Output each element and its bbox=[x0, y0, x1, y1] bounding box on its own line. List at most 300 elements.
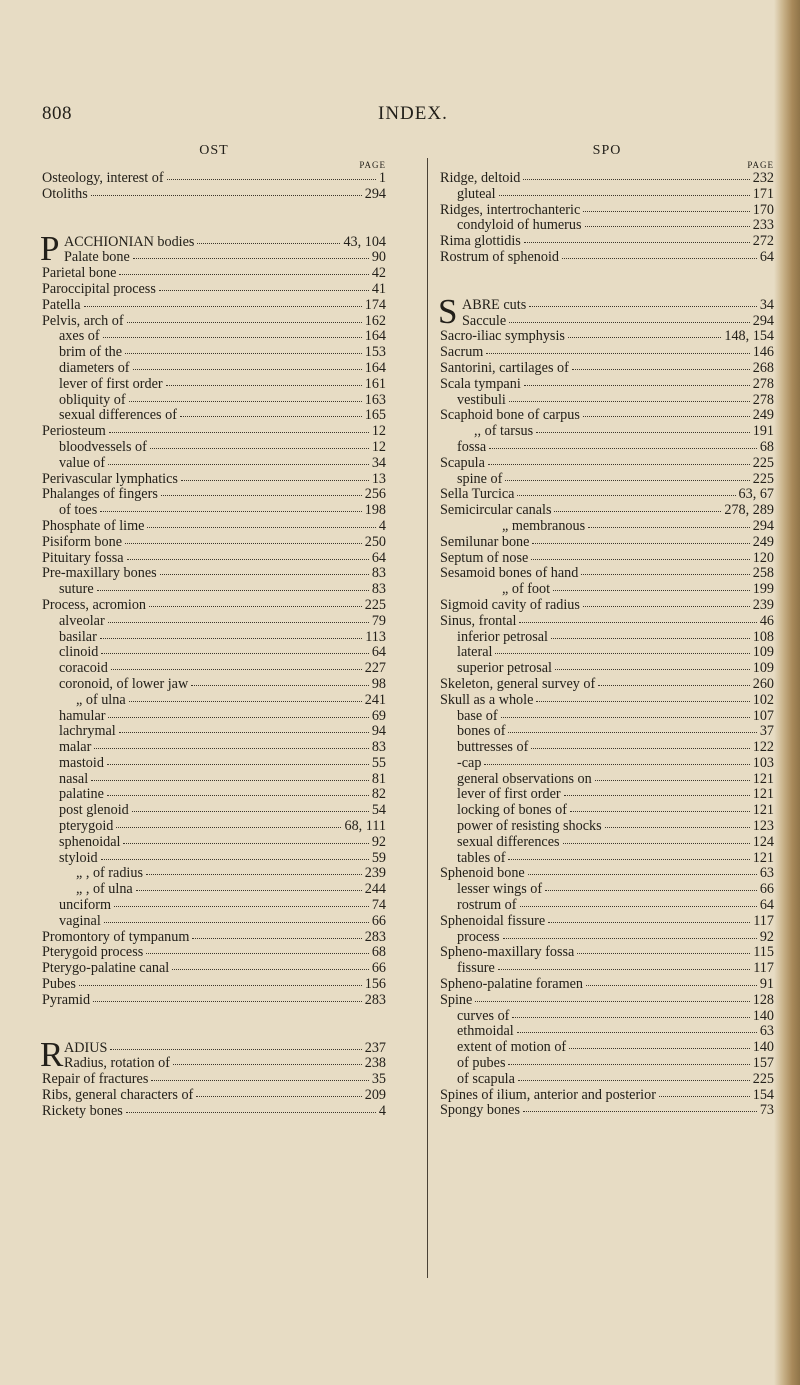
entry-page-number: 227 bbox=[364, 660, 386, 677]
dot-leader bbox=[605, 824, 750, 828]
entry-term: Spongy bones bbox=[440, 1102, 521, 1119]
entry-page-number: 239 bbox=[752, 596, 774, 613]
page-column-label: PAGE bbox=[359, 160, 386, 170]
entry-page-number: 294 bbox=[752, 517, 774, 534]
index-entry bbox=[42, 677, 386, 693]
index-entry bbox=[440, 835, 774, 851]
index-entry bbox=[42, 171, 386, 187]
entry-term: Promontory of tympanum bbox=[42, 928, 190, 945]
drop-cap-letter: P bbox=[40, 228, 60, 268]
index-entry bbox=[42, 519, 386, 535]
entry-page-number: 191 bbox=[752, 423, 774, 440]
dot-leader bbox=[101, 856, 369, 860]
index-entry bbox=[440, 456, 774, 472]
entry-page-number: 140 bbox=[752, 1039, 774, 1056]
entry-term: Sacrum bbox=[440, 344, 484, 361]
index-entry bbox=[42, 724, 386, 740]
index-entry bbox=[42, 914, 386, 930]
entry-term: ,, of tarsus bbox=[474, 423, 534, 440]
index-entry bbox=[440, 1088, 774, 1104]
entry-page-number: 294 bbox=[752, 312, 774, 329]
dot-leader bbox=[508, 1061, 749, 1065]
entry-page-number: 107 bbox=[752, 707, 774, 724]
dot-leader bbox=[119, 271, 368, 275]
dot-leader bbox=[151, 1077, 368, 1081]
index-column-left bbox=[42, 142, 386, 1120]
entry-page-number: 12 bbox=[371, 423, 386, 440]
entry-page-number: 46 bbox=[759, 612, 774, 629]
dot-leader bbox=[91, 192, 362, 196]
index-entry bbox=[440, 424, 774, 440]
index-entry bbox=[440, 772, 774, 788]
entry-term: extent of motion of bbox=[457, 1039, 567, 1056]
entry-term: basilar bbox=[59, 628, 97, 645]
entry-page-number: 260 bbox=[752, 675, 774, 692]
entry-page-number: 64 bbox=[759, 248, 774, 265]
dot-leader bbox=[553, 587, 750, 591]
entry-page-number: 63, 67 bbox=[738, 486, 774, 503]
dot-leader bbox=[160, 571, 369, 575]
index-entry bbox=[42, 756, 386, 772]
dot-leader bbox=[545, 887, 757, 891]
entry-page-number: 162 bbox=[364, 312, 386, 329]
entry-page-number: 233 bbox=[752, 217, 774, 234]
index-entry bbox=[440, 945, 774, 961]
index-section bbox=[438, 291, 774, 1119]
index-entry bbox=[42, 582, 386, 598]
entry-page-number: 35 bbox=[371, 1071, 386, 1088]
dot-leader bbox=[509, 398, 750, 402]
entry-term: styloid bbox=[59, 849, 98, 866]
entry-term: sphenoidal bbox=[59, 833, 121, 850]
index-entry bbox=[42, 614, 386, 630]
index-entry bbox=[42, 693, 386, 709]
entry-page-number: 121 bbox=[752, 770, 774, 787]
entry-page-number: 117 bbox=[753, 912, 774, 929]
entry-page-number: 283 bbox=[364, 991, 386, 1008]
entry-page-number: 4 bbox=[378, 517, 386, 534]
index-entry bbox=[440, 234, 774, 250]
index-entry bbox=[440, 551, 774, 567]
dot-leader bbox=[488, 461, 750, 465]
entry-term: Repair of fractures bbox=[42, 1071, 149, 1088]
entry-page-number: 256 bbox=[364, 486, 386, 503]
index-entry bbox=[440, 408, 774, 424]
entry-term: Pelvis, arch of bbox=[42, 312, 124, 329]
index-entry bbox=[42, 1056, 386, 1072]
entry-term: post glenoid bbox=[59, 802, 129, 819]
dot-leader bbox=[585, 223, 750, 227]
entry-term: inferior petrosal bbox=[457, 628, 548, 645]
entry-term: tables of bbox=[457, 849, 506, 866]
dot-leader bbox=[570, 808, 750, 812]
entry-page-number: 161 bbox=[364, 375, 386, 392]
entry-term: Pituitary fossa bbox=[42, 549, 124, 566]
dot-leader bbox=[498, 966, 750, 970]
entry-page-number: 12 bbox=[371, 438, 386, 455]
dot-leader bbox=[517, 492, 735, 496]
dot-leader bbox=[109, 429, 369, 433]
entry-page-number: 90 bbox=[371, 249, 386, 266]
dot-leader bbox=[125, 540, 362, 544]
dot-leader bbox=[114, 903, 369, 907]
entry-page-number: 102 bbox=[752, 691, 774, 708]
entry-page-number: 278 bbox=[752, 391, 774, 408]
index-section bbox=[40, 228, 386, 1009]
entry-term: -cap bbox=[457, 754, 482, 771]
entry-page-number: 64 bbox=[759, 897, 774, 914]
dot-leader bbox=[136, 887, 362, 891]
index-entry bbox=[42, 977, 386, 993]
entry-term: coronoid, of lower jaw bbox=[59, 675, 189, 692]
dot-leader bbox=[100, 635, 362, 639]
entry-page-number: 120 bbox=[752, 549, 774, 566]
index-entry bbox=[440, 361, 774, 377]
entry-term: base of bbox=[457, 707, 498, 724]
entry-term: malar bbox=[59, 739, 92, 756]
index-entry bbox=[440, 851, 774, 867]
index-entry bbox=[42, 630, 386, 646]
entry-page-number: 164 bbox=[364, 328, 386, 345]
entry-term: sexual differences of bbox=[59, 407, 177, 424]
column-divider bbox=[427, 158, 428, 1278]
index-section bbox=[42, 171, 386, 203]
dot-leader bbox=[129, 398, 362, 402]
entry-page-number: 117 bbox=[753, 960, 774, 977]
index-entry bbox=[440, 977, 774, 993]
index-entry bbox=[440, 203, 774, 219]
drop-cap-letter: R bbox=[40, 1034, 64, 1074]
entry-page-number: 66 bbox=[371, 960, 386, 977]
entry-term: Phosphate of lime bbox=[42, 517, 145, 534]
entry-page-number: 225 bbox=[752, 470, 774, 487]
entry-term: suture bbox=[59, 581, 94, 598]
section-gap bbox=[42, 203, 386, 235]
entry-term: palatine bbox=[59, 786, 104, 803]
entry-term: spine of bbox=[457, 470, 503, 487]
index-entry bbox=[42, 945, 386, 961]
dot-leader bbox=[166, 382, 362, 386]
index-entry bbox=[440, 882, 774, 898]
index-entry bbox=[440, 661, 774, 677]
index-entry bbox=[440, 535, 774, 551]
entry-term: gluteal bbox=[457, 185, 496, 202]
dot-leader bbox=[104, 919, 369, 923]
entry-page-number: 63 bbox=[759, 1023, 774, 1040]
dot-leader bbox=[161, 492, 362, 496]
index-entry bbox=[42, 1072, 386, 1088]
dot-leader bbox=[111, 666, 362, 670]
entry-term: Paroccipital process bbox=[42, 280, 156, 297]
entry-term: Semicircular canals bbox=[440, 502, 552, 519]
entry-page-number: 283 bbox=[364, 928, 386, 945]
entry-term: fissure bbox=[457, 960, 495, 977]
entry-page-number: 55 bbox=[371, 754, 386, 771]
dot-leader bbox=[159, 287, 369, 291]
entry-page-number: 83 bbox=[371, 739, 386, 756]
index-entry bbox=[42, 1088, 386, 1104]
index-section bbox=[440, 171, 774, 266]
index-entry bbox=[42, 361, 386, 377]
entry-term: „ , of ulna bbox=[76, 881, 133, 898]
entry-page-number: 109 bbox=[752, 660, 774, 677]
entry-page-number: 115 bbox=[753, 944, 774, 961]
entry-page-number: 66 bbox=[759, 881, 774, 898]
index-entry bbox=[440, 803, 774, 819]
entry-term: Septum of nose bbox=[440, 549, 529, 566]
dot-leader bbox=[501, 714, 750, 718]
entry-term: diameters of bbox=[59, 359, 130, 376]
entry-term: Sigmoid cavity of radius bbox=[440, 596, 580, 613]
column-heading: OST bbox=[199, 143, 229, 158]
index-entry bbox=[440, 218, 774, 234]
entry-term: Sesamoid bones of hand bbox=[440, 565, 579, 582]
dot-leader bbox=[583, 603, 750, 607]
entry-page-number: 164 bbox=[364, 359, 386, 376]
entry-term: of toes bbox=[59, 502, 98, 519]
dot-leader bbox=[167, 176, 376, 180]
entry-term: Ridges, intertrochanteric bbox=[440, 201, 581, 218]
dot-leader bbox=[94, 745, 369, 749]
index-entry bbox=[440, 1103, 774, 1119]
entry-page-number: 154 bbox=[752, 1086, 774, 1103]
index-entry bbox=[440, 598, 774, 614]
entry-term: lateral bbox=[457, 644, 493, 661]
index-entry bbox=[42, 993, 386, 1009]
dot-leader bbox=[531, 745, 749, 749]
index-entry bbox=[440, 724, 774, 740]
entry-page-number: 1 bbox=[378, 170, 386, 186]
column-heading: SPO bbox=[592, 143, 622, 158]
entry-page-number: 121 bbox=[752, 786, 774, 803]
entry-term: Semilunar bone bbox=[440, 533, 530, 550]
entry-term: power of resisting shocks bbox=[457, 818, 602, 835]
entry-term: alveolar bbox=[59, 612, 105, 629]
dot-leader bbox=[520, 903, 757, 907]
index-entry bbox=[42, 882, 386, 898]
entry-term: Skeleton, general survey of bbox=[440, 675, 596, 692]
index-entry bbox=[440, 914, 774, 930]
section-gap bbox=[440, 266, 774, 298]
entry-term: ethmoidal bbox=[457, 1023, 514, 1040]
entry-page-number: 68, 111 bbox=[344, 818, 386, 835]
dot-leader bbox=[116, 824, 341, 828]
entry-term: Sphenoid bone bbox=[440, 865, 525, 882]
index-entry bbox=[440, 187, 774, 203]
dot-leader bbox=[583, 208, 749, 212]
index-entry bbox=[440, 566, 774, 582]
entry-page-number: 249 bbox=[752, 533, 774, 550]
dot-leader bbox=[172, 966, 369, 970]
entry-term: general observations on bbox=[457, 770, 592, 787]
dot-leader bbox=[518, 1077, 750, 1081]
entry-page-number: 82 bbox=[371, 786, 386, 803]
dot-leader bbox=[475, 998, 749, 1002]
entry-term: lachrymal bbox=[59, 723, 116, 740]
index-entry bbox=[440, 930, 774, 946]
entry-term: of scapula bbox=[457, 1070, 515, 1087]
entry-term: vaginal bbox=[59, 912, 101, 929]
index-entry bbox=[440, 487, 774, 503]
dot-leader bbox=[517, 1029, 757, 1033]
index-entry bbox=[42, 787, 386, 803]
entry-page-number: 59 bbox=[371, 849, 386, 866]
index-entry bbox=[440, 709, 774, 725]
dot-leader bbox=[554, 508, 721, 512]
dot-leader bbox=[97, 587, 369, 591]
entry-page-number: 69 bbox=[371, 707, 386, 724]
index-entry bbox=[440, 614, 774, 630]
dot-leader bbox=[528, 871, 757, 875]
index-entry bbox=[440, 171, 774, 187]
dot-leader bbox=[531, 556, 749, 560]
entry-term: Pterygo-palatine canal bbox=[42, 960, 170, 977]
entry-page-number: 148, 154 bbox=[724, 328, 774, 345]
entry-term: ADIUS bbox=[64, 1039, 108, 1056]
dot-leader bbox=[583, 413, 750, 417]
index-entry bbox=[42, 535, 386, 551]
dot-leader bbox=[509, 319, 750, 323]
dot-leader bbox=[107, 792, 369, 796]
entry-term: mastoid bbox=[59, 754, 104, 771]
dot-leader bbox=[110, 1046, 361, 1050]
index-entry bbox=[42, 709, 386, 725]
dot-leader bbox=[563, 840, 750, 844]
entry-term: Spheno-palatine foramen bbox=[440, 976, 584, 993]
entry-term: „ , of radius bbox=[76, 865, 143, 882]
index-entry bbox=[42, 393, 386, 409]
entry-page-number: 34 bbox=[371, 454, 386, 471]
index-entry bbox=[42, 803, 386, 819]
entry-page-number: 42 bbox=[371, 265, 386, 282]
index-entry bbox=[42, 250, 386, 266]
index-entry bbox=[440, 1056, 774, 1072]
dot-leader bbox=[568, 334, 721, 338]
entry-page-number: 237 bbox=[364, 1039, 386, 1056]
entry-page-number: 68 bbox=[759, 438, 774, 455]
entry-term: clinoid bbox=[59, 644, 99, 661]
dot-leader bbox=[529, 303, 757, 307]
dot-leader bbox=[548, 919, 750, 923]
dot-leader bbox=[181, 477, 369, 481]
dot-leader bbox=[484, 761, 749, 765]
entry-page-number: 121 bbox=[752, 802, 774, 819]
entry-page-number: 239 bbox=[364, 865, 386, 882]
entry-term: pterygoid bbox=[59, 818, 114, 835]
dot-leader bbox=[499, 192, 750, 196]
index-entry bbox=[42, 440, 386, 456]
dot-leader bbox=[150, 445, 369, 449]
dot-leader bbox=[505, 477, 749, 481]
entry-page-number: 123 bbox=[752, 818, 774, 835]
dot-leader bbox=[562, 255, 757, 259]
entry-page-number: 258 bbox=[752, 565, 774, 582]
entry-term: Saccule bbox=[462, 312, 507, 329]
entry-term: lesser wings of bbox=[457, 881, 543, 898]
dot-leader bbox=[133, 255, 369, 259]
dot-leader bbox=[108, 714, 368, 718]
entry-page-number: 174 bbox=[364, 296, 386, 313]
entry-page-number: 157 bbox=[752, 1055, 774, 1072]
dot-leader bbox=[101, 650, 368, 654]
entry-term: Rostrum of sphenoid bbox=[440, 248, 560, 265]
entry-page-number: 91 bbox=[759, 976, 774, 993]
entry-page-number: 146 bbox=[752, 344, 774, 361]
drop-cap-letter: S bbox=[438, 291, 458, 331]
entry-page-number: 241 bbox=[364, 691, 386, 708]
entry-term: lever of first order bbox=[457, 786, 561, 803]
entry-term: vestibuli bbox=[457, 391, 506, 408]
entry-page-number: 63 bbox=[759, 865, 774, 882]
page-edge-shadow bbox=[774, 0, 800, 1385]
index-entry bbox=[42, 930, 386, 946]
index-entry bbox=[440, 1009, 774, 1025]
index-section bbox=[40, 1034, 386, 1120]
index-entry bbox=[440, 645, 774, 661]
entry-term: Otoliths bbox=[42, 185, 88, 202]
entry-page-number: 108 bbox=[752, 628, 774, 645]
entry-page-number: 94 bbox=[371, 723, 386, 740]
index-entry bbox=[42, 408, 386, 424]
dot-leader bbox=[91, 777, 369, 781]
entry-term: Spine bbox=[440, 991, 473, 1008]
entry-term: Phalanges of fingers bbox=[42, 486, 158, 503]
dot-leader bbox=[125, 350, 362, 354]
index-entry bbox=[440, 345, 774, 361]
entry-page-number: 244 bbox=[364, 881, 386, 898]
section-gap bbox=[42, 1009, 386, 1041]
index-entry bbox=[440, 1040, 774, 1056]
entry-term: Sella Turcica bbox=[440, 486, 515, 503]
entry-term: „ of foot bbox=[502, 581, 551, 598]
entry-page-number: 79 bbox=[371, 612, 386, 629]
index-entry bbox=[440, 819, 774, 835]
index-entry bbox=[440, 440, 774, 456]
entry-term: Santorini, cartilages of bbox=[440, 359, 569, 376]
dot-leader bbox=[577, 950, 750, 954]
dot-leader bbox=[84, 303, 362, 307]
dot-leader bbox=[197, 240, 340, 244]
entry-term: condyloid of humerus bbox=[457, 217, 582, 234]
entry-term: value of bbox=[59, 454, 106, 471]
index-entry bbox=[42, 898, 386, 914]
index-entry bbox=[42, 345, 386, 361]
entry-term: sexual differences bbox=[457, 833, 560, 850]
entry-page-number: 66 bbox=[371, 912, 386, 929]
dot-leader bbox=[149, 603, 362, 607]
dot-leader bbox=[108, 619, 369, 623]
entry-term: bones of bbox=[457, 723, 506, 740]
entry-term: „ membranous bbox=[502, 517, 586, 534]
entry-page-number: 37 bbox=[759, 723, 774, 740]
dot-leader bbox=[595, 777, 750, 781]
dot-leader bbox=[129, 698, 362, 702]
entry-term: Periosteum bbox=[42, 423, 106, 440]
entry-term: Pubes bbox=[42, 976, 76, 993]
entry-page-number: 278 bbox=[752, 375, 774, 392]
entry-term: Sinus, frontal bbox=[440, 612, 517, 629]
entry-term: buttresses of bbox=[457, 739, 529, 756]
entry-term: rostrum of bbox=[457, 897, 517, 914]
entry-term: Scala tympani bbox=[440, 375, 521, 392]
dot-leader bbox=[519, 619, 756, 623]
index-entry bbox=[42, 187, 386, 203]
entry-page-number: 278, 289 bbox=[724, 502, 774, 519]
entry-page-number: 41 bbox=[371, 280, 386, 297]
index-entry bbox=[42, 424, 386, 440]
entry-page-number: 225 bbox=[752, 454, 774, 471]
entry-page-number: 268 bbox=[752, 359, 774, 376]
